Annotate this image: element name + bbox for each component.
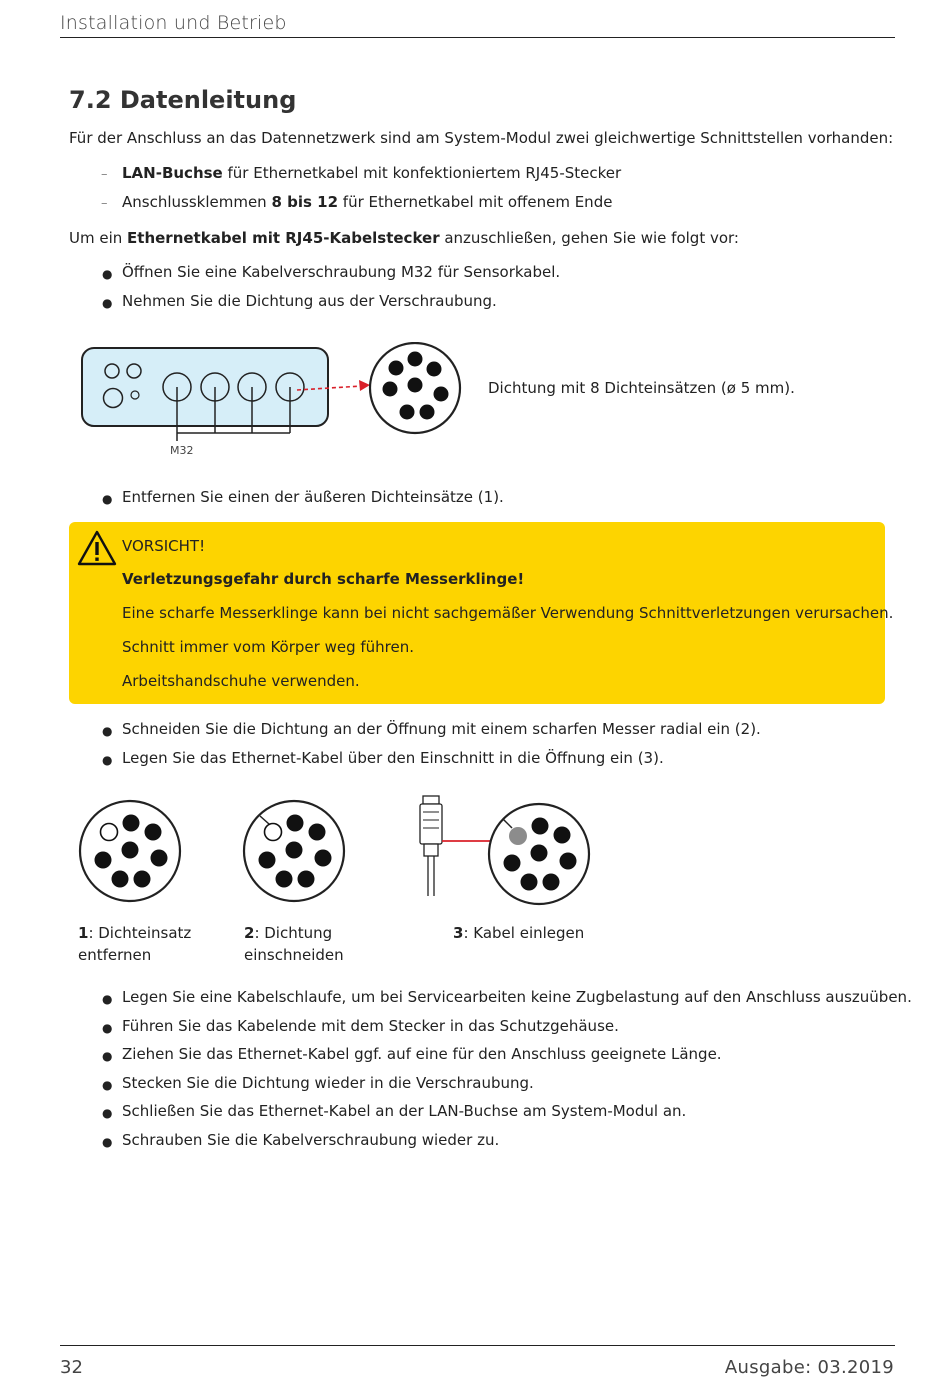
list-item: Öffnen Sie eine Kabelverschraubung M32 für Sensorkabel.: [122, 263, 561, 281]
list-item: Legen Sie das Ethernet-Kabel über den Einschnitt in die Öffnung ein (3).: [122, 749, 664, 767]
dot-bullet: ●: [102, 1135, 113, 1149]
list-item: Schrauben Sie die Kabelverschraubung wieder zu.: [122, 1131, 500, 1149]
seal-insert: [427, 362, 442, 377]
seal-insert: [420, 405, 435, 420]
list-item: Entfernen Sie einen der äußeren Dichteinsätze (1).: [122, 488, 504, 506]
list-item: LAN-Buchse für Ethernetkabel mit konfektioniertem RJ45-Stecker: [122, 164, 622, 182]
list-item: Legen Sie eine Kabelschlaufe, um bei Servicearbeiten keine Zugbelastung auf den Anschluss auszuüben.: [122, 988, 912, 1006]
list-item: Anschlussklemmen 8 bis 12 für Ethernetkabel mit offenem Ende: [122, 193, 613, 211]
warning-line: Schnitt immer vom Körper weg führen.: [122, 638, 415, 656]
warning-title: Verletzungsgefahr durch scharfe Messerklinge!: [122, 570, 525, 588]
list-item: Ziehen Sie das Ethernet-Kabel ggf. auf eine für den Anschluss geeignete Länge.: [122, 1045, 722, 1063]
list-item: Schließen Sie das Ethernet-Kabel an der LAN-Buchse am System-Modul an.: [122, 1102, 687, 1120]
dot-bullet: ●: [102, 1078, 113, 1092]
dot-bullet: ●: [102, 1049, 113, 1063]
dot-bullet: ●: [102, 992, 113, 1006]
footer-rule: [60, 1345, 895, 1346]
seal-insert: [383, 382, 398, 397]
seal-module-figure: [78, 342, 468, 464]
warning-line: Arbeitshandschuhe verwenden.: [122, 672, 360, 690]
rj45-cable-icon: [420, 796, 442, 896]
figure2-caption-1: 1: Dichteinsatz entfernen: [78, 924, 192, 964]
warning-signal-word: VORSICHT!: [122, 537, 206, 555]
figure1-caption: Dichtung mit 8 Dichteinsätzen (ø 5 mm).: [488, 379, 795, 397]
seal-insert: [389, 361, 404, 376]
seal-insert: [408, 352, 423, 367]
header-rule: [60, 37, 895, 38]
dot-bullet: ●: [102, 724, 113, 738]
dot-bullet: ●: [102, 753, 113, 767]
seal-disc-step3: [489, 804, 589, 904]
figure2-caption-3: 3: Kabel einlegen: [453, 924, 585, 942]
dash-bullet: –: [101, 196, 108, 211]
list-item: Führen Sie das Kabelende mit dem Stecker in das Schutzgehäuse.: [122, 1017, 619, 1035]
seal-insert: [400, 405, 415, 420]
seal-insert: [408, 378, 423, 393]
seal-insert: [434, 387, 449, 402]
dot-bullet: ●: [102, 267, 113, 281]
list-item: Schneiden Sie die Dichtung an der Öffnung mit einem scharfen Messer radial ein (2).: [122, 720, 761, 738]
arrow-head: [359, 380, 370, 391]
warning-triangle-icon: [76, 529, 118, 567]
seal-disc-step2: [244, 801, 344, 901]
seal-steps-figure: [70, 790, 600, 912]
dot-bullet: ●: [102, 492, 113, 506]
seal-disc-step1: [80, 801, 180, 901]
figure2-caption-2: 2: Dichtung einschneiden: [244, 924, 344, 964]
connect-text: Um ein Ethernetkabel mit RJ45-Kabelstecker anzuschließen, gehen Sie wie folgt vor:: [69, 229, 739, 247]
warning-line: Eine scharfe Messerklinge kann bei nicht sachgemäßer Verwendung Schnittverletzungen verursachen.: [122, 604, 894, 622]
intro-text: Für der Anschluss an das Datennetzwerk sind am System-Modul zwei gleichwertige Schnittstellen vorhanden:: [69, 129, 894, 147]
dot-bullet: ●: [102, 1106, 113, 1120]
edition-label: Ausgabe: 03.2019: [724, 1357, 894, 1378]
page-number: 32: [60, 1357, 83, 1378]
module-housing: [82, 348, 328, 426]
section-title: 7.2 Datenleitung: [69, 86, 297, 114]
dot-bullet: ●: [102, 1021, 113, 1035]
dot-bullet: ●: [102, 296, 113, 310]
list-item: Nehmen Sie die Dichtung aus der Verschraubung.: [122, 292, 497, 310]
m32-label: M32: [170, 444, 194, 457]
list-item: Stecken Sie die Dichtung wieder in die Verschraubung.: [122, 1074, 534, 1092]
running-header: Installation und Betrieb: [60, 12, 287, 34]
dash-bullet: –: [101, 167, 108, 182]
